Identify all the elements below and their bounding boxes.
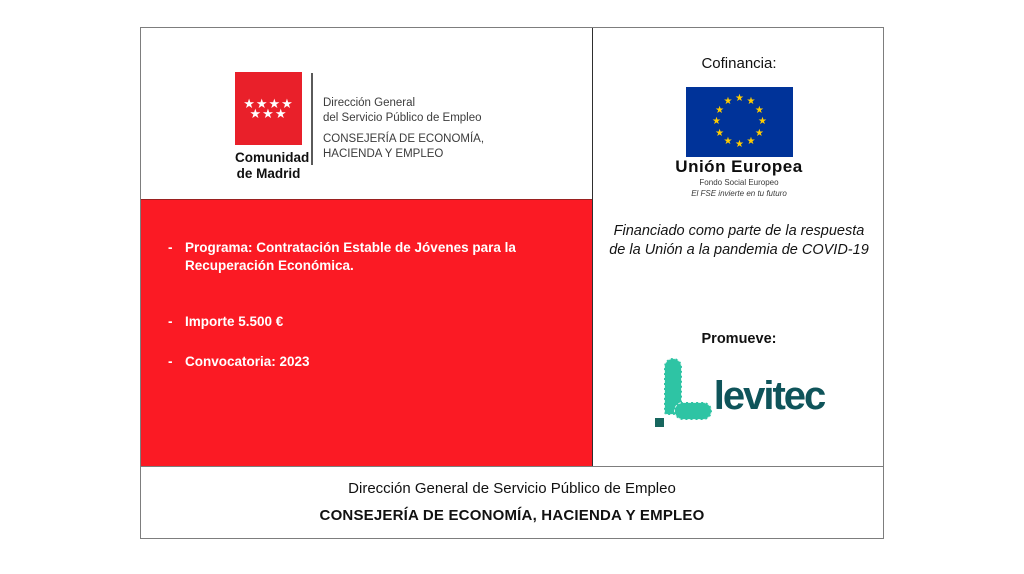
star-icon: ★ — [715, 127, 725, 139]
star-icon: ★ — [754, 127, 764, 139]
star-icon: ★ — [735, 139, 744, 150]
dept-line3: CONSEJERÍA DE ECONOMÍA, — [323, 133, 485, 145]
star-icon: ★ — [712, 116, 721, 127]
cofinance-label: Cofinancia: — [701, 55, 777, 72]
dept-line4: HACIENDA Y EMPLEO — [323, 148, 444, 160]
levitec-logo — [593, 350, 885, 430]
star-icon: ★ — [715, 104, 725, 116]
call-year-item-text: Convocatoria: 2023 — [185, 353, 310, 369]
covid-funding-note — [593, 222, 885, 260]
bullet-dash: - — [168, 240, 173, 255]
footer-band — [141, 466, 883, 539]
star-icon: ★ — [723, 96, 733, 108]
eu-flag-icon — [686, 87, 793, 157]
bullet-dash: - — [168, 353, 173, 369]
levitec-l-icon — [654, 354, 708, 430]
star-icon: ★ — [754, 104, 764, 116]
star-icon: ★ — [758, 116, 767, 127]
bullet-dash: - — [168, 314, 173, 329]
star-icon: ★ — [735, 93, 744, 104]
footer-line1: Dirección General de Servicio Público de Empleo — [348, 480, 676, 497]
eu-subtitle: Fondo Social Europeo — [699, 178, 779, 187]
dept-line2: del Servicio Público de Empleo — [323, 112, 482, 124]
eu-tagline: El FSE invierte en tu futuro — [691, 189, 787, 198]
call-year-item — [168, 353, 572, 371]
star-icon: ★ — [262, 106, 275, 121]
dept-line1: Dirección General — [323, 97, 416, 109]
star-icon: ★ — [274, 106, 288, 121]
program-item-text: Programa: Contratación Estable de Jóvenes para la Recuperación Económica. — [185, 240, 516, 273]
levitec-icon-horizontal-bar — [674, 402, 712, 420]
star-icon: ★ — [249, 106, 263, 121]
logo-name-line1: Comunidad — [235, 150, 310, 165]
star-icon: ★ — [746, 135, 756, 147]
covid-note-line1: Financiado como parte de la respuesta — [613, 223, 865, 239]
madrid-star-row-bottom — [250, 108, 288, 119]
levitec-icon-dot — [655, 418, 664, 427]
madrid-flag-icon — [235, 72, 302, 145]
right-column — [592, 28, 885, 466]
star-icon: ★ — [243, 96, 256, 111]
covid-note-line2: de la Unión a la pandemia de COVID-19 — [609, 242, 869, 258]
star-icon: ★ — [281, 96, 294, 111]
eu-title: Unión Europea — [675, 157, 803, 176]
program-item — [168, 239, 572, 274]
madrid-logo-wordmark — [235, 150, 310, 182]
star-icon: ★ — [268, 96, 282, 111]
amount-item — [168, 313, 572, 331]
logo-name-line2: de Madrid — [236, 166, 301, 181]
star-icon: ★ — [723, 135, 733, 147]
star-icon: ★ — [746, 96, 756, 108]
star-icon: ★ — [255, 96, 269, 111]
levitec-wordmark: levitec — [713, 374, 825, 418]
promote-label: Promueve: — [701, 331, 777, 347]
left-column — [141, 28, 592, 466]
footer-line2: CONSEJERÍA DE ECONOMÍA, HACIENDA Y EMPLEO — [319, 507, 705, 524]
amount-item-text: Importe 5.500 € — [185, 314, 284, 329]
subsidy-poster — [140, 27, 884, 539]
logo-divider-line — [311, 73, 313, 165]
program-details-box — [141, 199, 592, 466]
department-text-block — [323, 96, 484, 162]
